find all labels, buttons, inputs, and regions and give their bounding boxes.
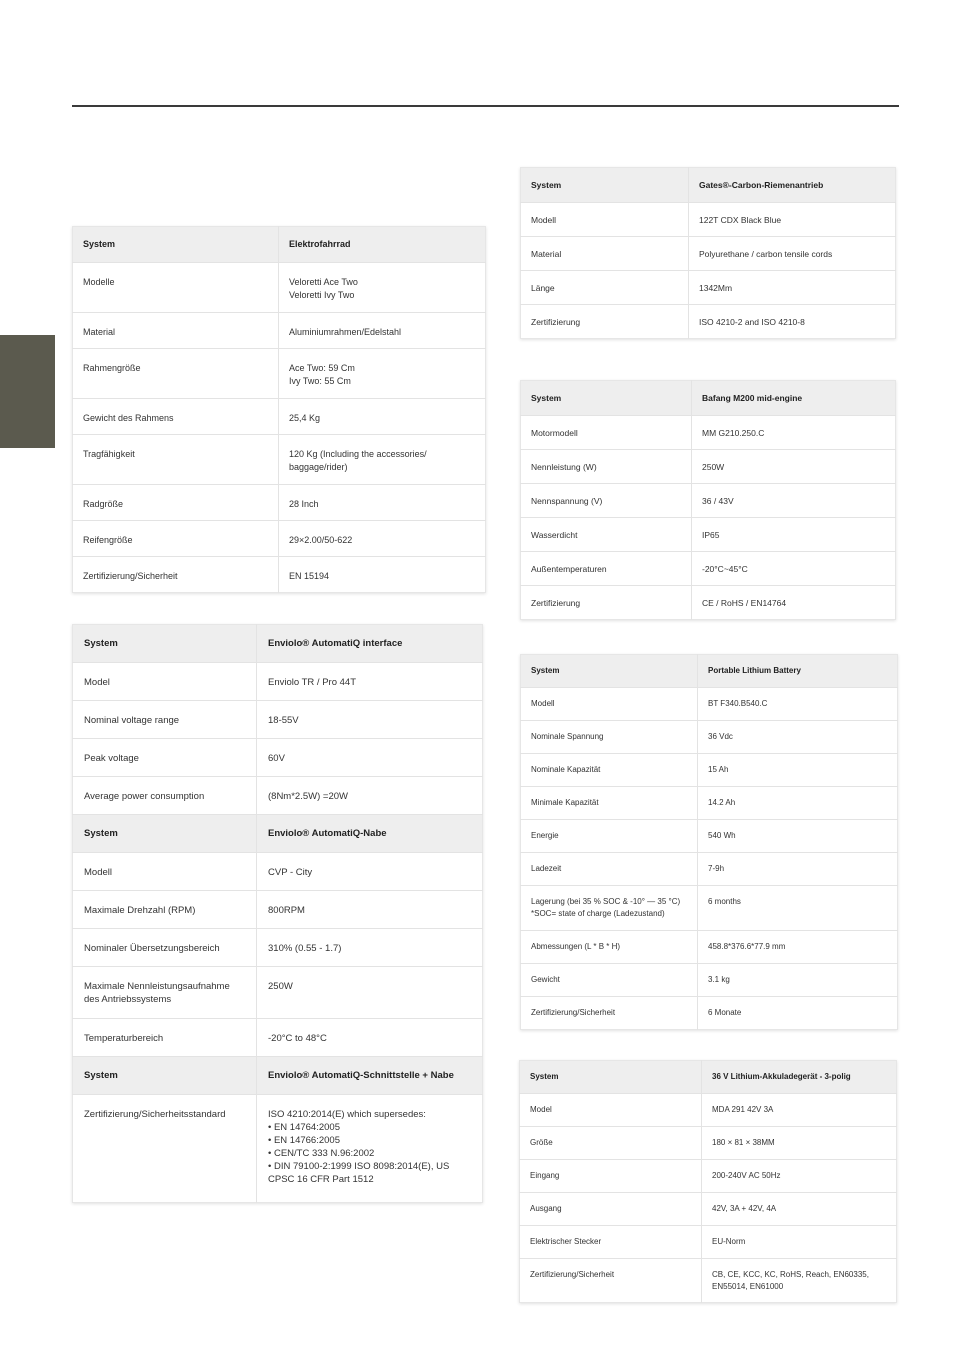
row-value: IP65 <box>702 530 720 540</box>
table-row <box>521 787 898 820</box>
charger-spec-table <box>519 1060 897 1303</box>
row-value: 7-9h <box>708 864 725 873</box>
row-value: 6 months <box>708 897 741 906</box>
row-value: 15 Ah <box>708 765 729 774</box>
row-label: Gewicht <box>531 975 560 984</box>
row-value: 28 Inch <box>289 499 319 509</box>
row-label: Zertifizierung/Sicherheit <box>530 1270 615 1279</box>
table-row <box>521 416 896 450</box>
header-key: System <box>521 381 692 416</box>
table-row <box>520 1160 897 1193</box>
row-value: Enviolo TR / Pro 44T <box>268 677 357 688</box>
header-key: System <box>520 1061 702 1094</box>
row-value: MM G210.250.C <box>702 428 765 438</box>
row-value: 250W <box>702 462 725 472</box>
row-label: Ladezeit <box>531 864 562 873</box>
row-label: Maximale Nennleistungsaufnahme des Antriebssystems <box>84 981 230 1005</box>
row-label: Zertifizierung/Sicherheit <box>83 571 178 581</box>
table-row <box>521 484 896 518</box>
table-header-row <box>521 168 896 203</box>
table-row <box>521 754 898 787</box>
row-label: Peak voltage <box>84 753 139 764</box>
row-label: Lagerung (bei 35 % SOC & -10° — 35 °C) *SOC= state of charge (Ladezustand) <box>531 897 681 918</box>
table-row <box>73 853 483 891</box>
row-label: Zertifizierung <box>531 598 581 608</box>
row-value: MDA 291 42V 3A <box>712 1105 774 1114</box>
row-label: Abmessungen (L * B * H) <box>531 942 621 951</box>
table-header-row <box>73 815 483 853</box>
row-value: CVP - City <box>268 867 313 878</box>
table-row <box>73 435 486 485</box>
table-row <box>73 349 486 399</box>
row-label: Nominale Kapazität <box>531 765 601 774</box>
row-label: Modelle <box>83 277 115 287</box>
row-label: Elektrischer Stecker <box>530 1237 602 1246</box>
row-label: Model <box>84 677 110 688</box>
row-value: Ace Two: 59 Cm Ivy Two: 55 Cm <box>289 363 355 386</box>
table-row <box>73 739 483 777</box>
table-row <box>521 450 896 484</box>
header-key: System <box>521 655 698 688</box>
row-label: Radgröße <box>83 499 124 509</box>
table-row <box>73 313 486 349</box>
header-value: Bafang M200 mid-engine <box>692 381 896 416</box>
table-row <box>520 1094 897 1127</box>
top-divider <box>72 105 899 107</box>
motor-spec-table <box>520 380 896 620</box>
table-row <box>521 552 896 586</box>
header-key: System <box>73 625 257 663</box>
row-label: Motormodell <box>531 428 578 438</box>
row-label: Zertifizierung/Sicherheit <box>531 1008 616 1017</box>
table-row <box>521 586 896 620</box>
table-row <box>521 853 898 886</box>
table-row <box>520 1127 897 1160</box>
row-label: Zertifizierung <box>531 317 581 327</box>
ebike-spec-table <box>72 226 486 593</box>
table-row <box>521 964 898 997</box>
row-label: Modell <box>531 699 555 708</box>
row-label: Minimale Kapazität <box>531 798 599 807</box>
header-value: Portable Lithium Battery <box>698 655 898 688</box>
row-label: Nominale Spannung <box>531 732 604 741</box>
row-label: Model <box>530 1105 552 1114</box>
row-value: 6 Monate <box>708 1008 742 1017</box>
row-value: Veloretti Ace Two Veloretti Ivy Two <box>289 277 358 300</box>
table-row <box>521 203 896 237</box>
row-value: 458.8*376.6*77.9 mm <box>708 942 786 951</box>
header-value: Enviolo® AutomatiQ-Schnittstelle + Nabe <box>257 1057 483 1095</box>
table-row <box>73 663 483 701</box>
row-value: 180 × 81 × 38MM <box>712 1138 775 1147</box>
row-value: 14.2 Ah <box>708 798 736 807</box>
row-label: Zertifizierung/Sicherheitsstandard <box>84 1109 226 1120</box>
table-row <box>521 237 896 271</box>
row-label: Material <box>531 249 562 259</box>
row-label: Länge <box>531 283 555 293</box>
row-value: 200-240V AC 50Hz <box>712 1171 781 1180</box>
battery-spec-table <box>520 654 898 1030</box>
row-value: 36 / 43V <box>702 496 734 506</box>
row-label: Nennspannung (V) <box>531 496 603 506</box>
row-label: Tragfähigkeit <box>83 449 135 459</box>
table-row <box>73 263 486 313</box>
side-section-tab <box>0 335 55 448</box>
row-label: Nominal voltage range <box>84 715 180 726</box>
row-label: Reifengröße <box>83 535 133 545</box>
table-row <box>520 1226 897 1259</box>
table-row <box>73 521 486 557</box>
header-key: System <box>73 815 257 853</box>
table-row <box>73 777 483 815</box>
row-value: 3.1 kg <box>708 975 730 984</box>
header-value: Enviolo® AutomatiQ-Nabe <box>257 815 483 853</box>
row-value: 29×2.00/50-622 <box>289 535 353 545</box>
table-header-row <box>73 1057 483 1095</box>
row-value: 250W <box>268 981 293 992</box>
row-value: 540 Wh <box>708 831 736 840</box>
table-row <box>73 485 486 521</box>
header-value: Gates®-Carbon-Riemenantrieb <box>689 168 896 203</box>
table-row <box>73 557 486 593</box>
row-value: 310% (0.55 - 1.7) <box>268 943 342 954</box>
table-row <box>520 1259 897 1303</box>
row-label: Größe <box>530 1138 553 1147</box>
header-key: System <box>521 168 689 203</box>
header-key: System <box>73 227 279 263</box>
row-label: Temperaturbereich <box>84 1033 164 1044</box>
table-row <box>73 1095 483 1203</box>
row-value: 120 Kg (Including the accessories/ baggage/rider) <box>289 449 427 472</box>
table-header-row <box>521 381 896 416</box>
table-row <box>521 518 896 552</box>
row-label: Nominaler Übersetzungsbereich <box>84 943 220 954</box>
table-row <box>521 688 898 721</box>
row-label: Wasserdicht <box>531 530 578 540</box>
row-value: BT F340.B540.C <box>708 699 768 708</box>
row-value: CE / RoHS / EN14764 <box>702 598 787 608</box>
table-header-row <box>73 227 486 263</box>
row-value: 122T CDX Black Blue <box>699 215 782 225</box>
table-row <box>73 1019 483 1057</box>
enviolo-spec-table <box>72 624 483 1203</box>
table-row <box>521 931 898 964</box>
header-value: 36 V Lithium-Akkuladegerät - 3-polig <box>702 1061 897 1094</box>
row-label: Maximale Drehzahl (RPM) <box>84 905 196 916</box>
row-value: EU-Norm <box>712 1237 746 1246</box>
row-label: Rahmengröße <box>83 363 141 373</box>
row-value: (8Nm*2.5W) =20W <box>268 791 348 802</box>
table-row <box>521 305 896 339</box>
row-value: 36 Vdc <box>708 732 733 741</box>
table-row <box>521 721 898 754</box>
row-value: EN 15194 <box>289 571 330 581</box>
row-value: ISO 4210:2014(E) which supersedes: • EN 14764:2005 • EN 14766:2005 • CEN/TC 333 N.96:2002 • DIN 79100-2:1999 ISO 8098:2014(E), US CPSC 16 CFR Part 1512 <box>268 1109 450 1185</box>
table-row <box>73 967 483 1019</box>
row-label: Modell <box>84 867 112 878</box>
row-label: Average power consumption <box>84 791 205 802</box>
row-value: 1342Mm <box>699 283 733 293</box>
row-label: Außentemperaturen <box>531 564 607 574</box>
table-header-row <box>520 1061 897 1094</box>
row-value: Polyurethane / carbon tensile cords <box>699 249 833 259</box>
header-value: Enviolo® AutomatiQ interface <box>257 625 483 663</box>
row-value: CB, CE, KCC, KC, RoHS, Reach, EN60335, EN55014, EN61000 <box>712 1270 869 1291</box>
table-row <box>73 701 483 739</box>
row-label: Eingang <box>530 1171 560 1180</box>
belt-drive-spec-table <box>520 167 896 339</box>
table-row <box>73 399 486 435</box>
row-value: ISO 4210-2 and ISO 4210-8 <box>699 317 805 327</box>
header-key: System <box>73 1057 257 1095</box>
table-row <box>521 820 898 853</box>
table-row <box>521 271 896 305</box>
table-header-row <box>521 655 898 688</box>
row-label: Modell <box>531 215 557 225</box>
header-value: Elektrofahrrad <box>279 227 486 263</box>
table-row <box>73 929 483 967</box>
table-header-row <box>73 625 483 663</box>
row-value: -20°C to 48°C <box>268 1033 327 1044</box>
table-row <box>73 891 483 929</box>
row-label: Ausgang <box>530 1204 562 1213</box>
row-label: Gewicht des Rahmens <box>83 413 174 423</box>
row-label: Energie <box>531 831 559 840</box>
row-value: 18-55V <box>268 715 299 726</box>
row-label: Nennleistung (W) <box>531 462 597 472</box>
table-row <box>520 1193 897 1226</box>
row-value: -20°C~45°C <box>702 564 748 574</box>
row-value: 800RPM <box>268 905 305 916</box>
row-value: 42V, 3A + 42V, 4A <box>712 1204 777 1213</box>
row-value: 25,4 Kg <box>289 413 321 423</box>
table-row <box>521 886 898 931</box>
row-value: Aluminiumrahmen/Edelstahl <box>289 327 402 337</box>
table-row <box>521 997 898 1030</box>
row-value: 60V <box>268 753 285 764</box>
row-label: Material <box>83 327 116 337</box>
